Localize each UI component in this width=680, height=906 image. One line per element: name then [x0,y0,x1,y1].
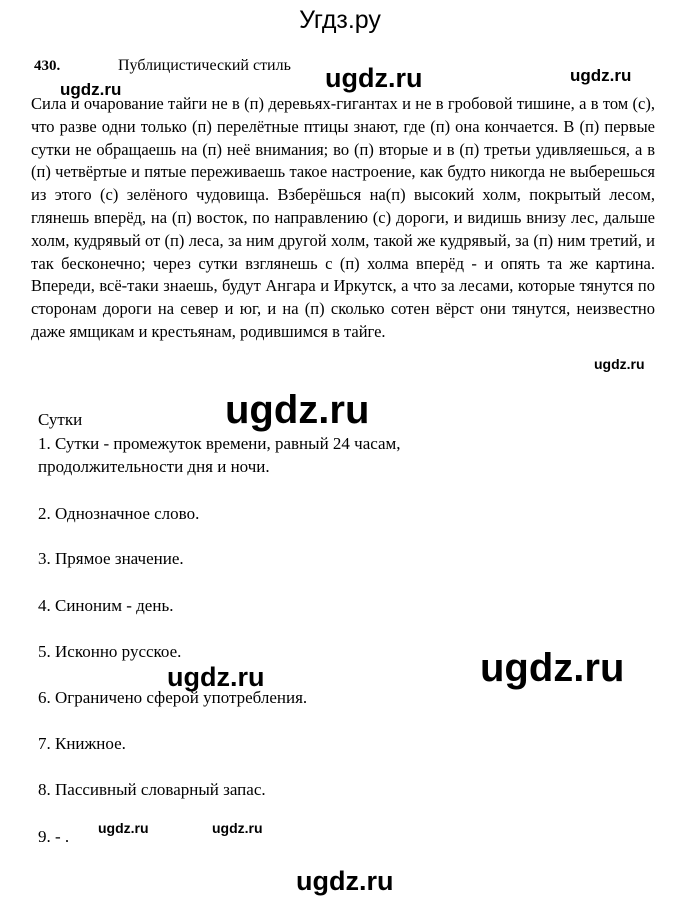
analysis-item-8: 8. Пассивный словарный запас. [38,780,266,799]
analysis-item-9: 9. - . [38,827,70,846]
watermark: ugdz.ru [212,820,263,836]
exercise-text: Сила и очарование тайги не в (п) деревьях-гигантах и не в гробовой тишине, а в том (с), что разве одни только (п) перелётные птицы знают, где (п) она кончается. В (п) первые сутки не обращаешь на (п) неё внимания; во (п) вторые и в (п) третьи удивляешься, а в (п) четвёртые и пятые переживаешь такое настроение, как будто никогда не выберешься из этого (с) зелёного чудовища. Взберёшься на(п) высокий холм, покрытый лесом, глянешь вперёд, на (п) восток, по направлению (с) дороги, и видишь внизу лес, дальше холм, кудрявый от (п) леса, за ним другой холм, такой же кудрявый, за (п) ним третий, и так бесконечно; через сутки взглянешь с (п) холма вперёд - и опять та же картина. Впереди, всё-таки знаешь, будут Ангара и Иркутск, а что за лесами, которые тянутся по сторонам дороги на север и юг, и на (п) сколько сотен вёрст они тянутся, неизвестно даже ямщикам и крестьянам, родившимся в тайге. [31,94,655,341]
watermark: ugdz.ru [325,63,423,93]
analysis-item-2: 2. Однозначное слово. [38,504,200,523]
watermark: ugdz.ru [98,820,149,836]
exercise-number: 430. [34,58,61,74]
watermark: ugdz.ru [225,388,370,432]
exercise-style-label: Публицистический стиль [118,57,291,74]
analysis-item-1: 1. Сутки - промежуток времени, равный 24 часам, [38,434,401,453]
watermark: ugdz.ru [480,646,625,690]
analysis-item-5: 5. Исконно русское. [38,642,182,661]
analysis-item-4: 4. Синоним - день. [38,596,174,615]
analysis-item-1-cont: продолжительности дня и ночи. [38,457,270,476]
watermark: ugdz.ru [570,66,632,85]
watermark: ugdz.ru [167,662,265,692]
watermark: ugdz.ru [60,80,122,99]
watermark: ugdz.ru [296,866,394,896]
site-title: Угдз.ру [299,6,381,34]
analysis-item-6: 6. Ограничено сферой употребления. [38,688,308,707]
watermark: ugdz.ru [594,356,645,372]
analysis-item-7: 7. Книжное. [38,734,126,753]
analysis-item-3: 3. Прямое значение. [38,549,184,568]
word-analysis-title: Сутки [38,410,83,429]
